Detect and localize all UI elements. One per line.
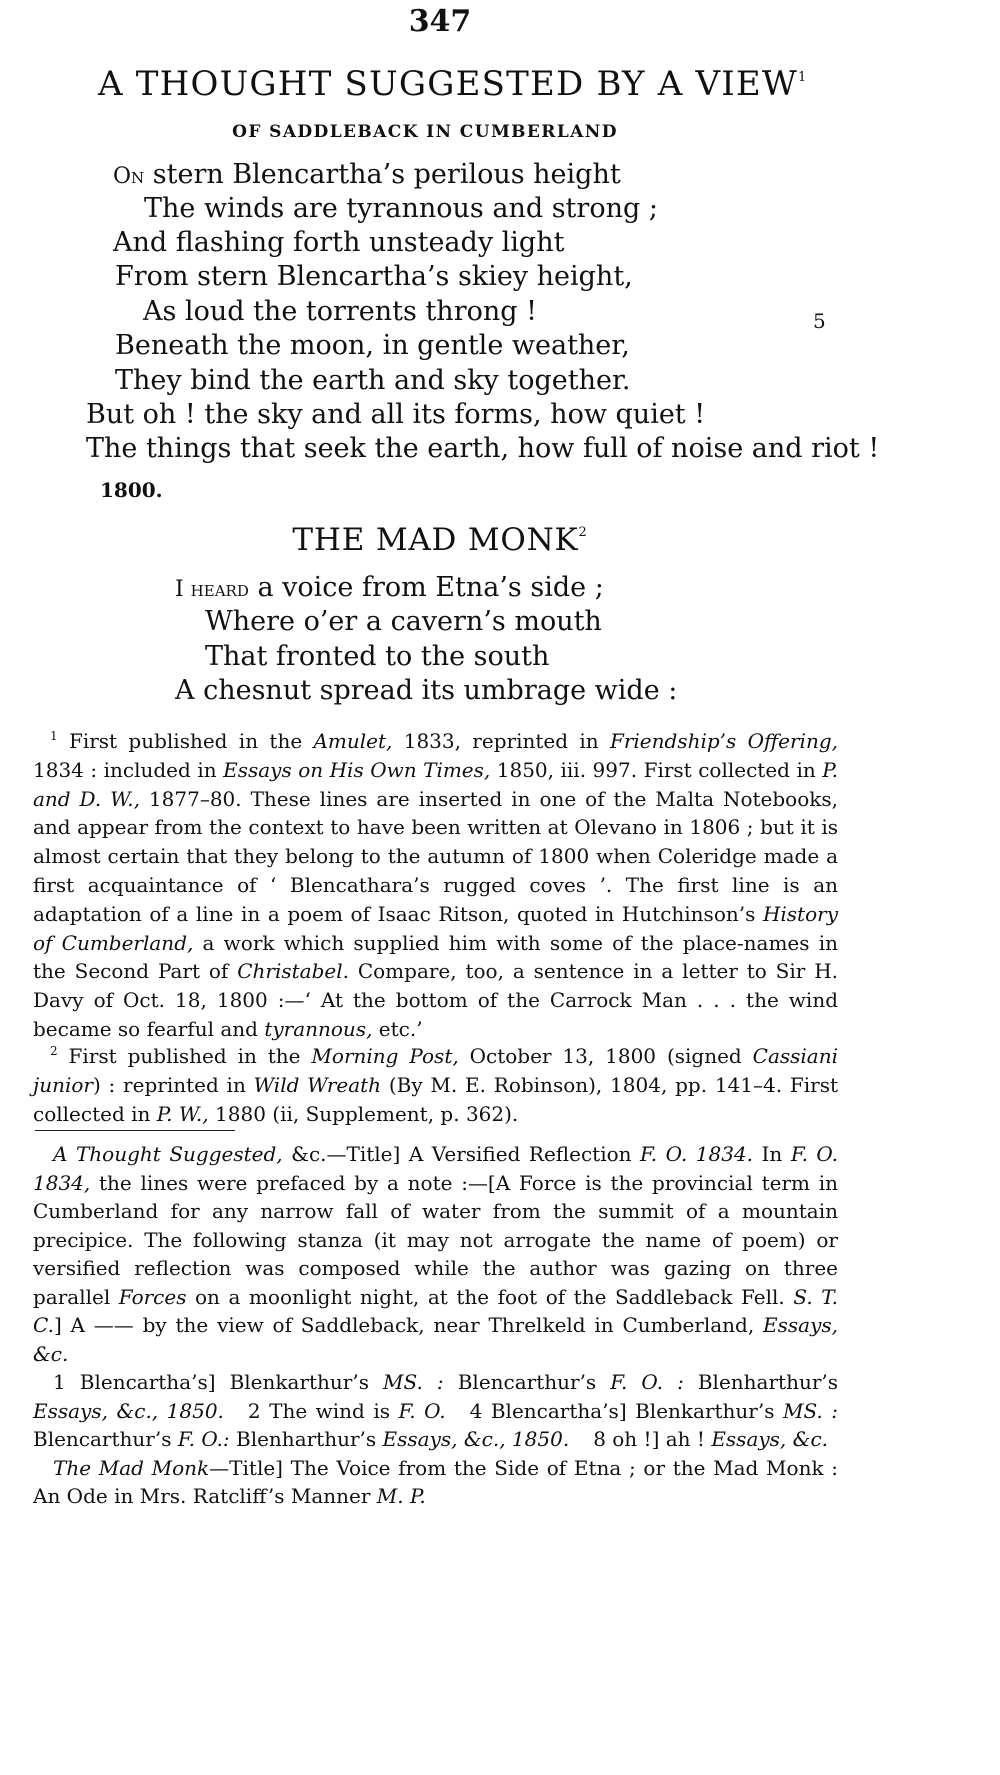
variant-note: 1 Blencartha’s] Blenkarthur’s MS. : Blencarthur’s F. O. : Blenharthur’s Essays, &c., 1850. 2 The wind is F. O. 4 Blencartha’s] Blenkarthur’s MS. : Blencarthur’s F. O.: Blenharthur’s Essays, &c., 1850. 8 oh !] ah ! Essays, &c. xyxy=(33,1370,839,1451)
page-number: 347 xyxy=(408,4,472,39)
poem2-title: THE MAD MONK$^2$ xyxy=(292,522,588,558)
poem1-title: A THOUGHT SUGGESTED BY A VIEW$^1$ xyxy=(98,64,808,104)
verse-line: Beneath the moon, in gentle weather, xyxy=(115,330,630,361)
footnote-2: $^2$ First published in the Morning Post, October 13, 1800 (signed Cassiani junior) : reprinted in Wild Wreath (By M. E. Robinson), 1804, pp. 141–4. First collected in P. W., 1880 (ii, Supplement, p. 362). xyxy=(33,1044,838,1126)
verse-line: The winds are tyrannous and strong ; xyxy=(144,193,658,224)
verse-line: They bind the earth and sky together. xyxy=(115,365,631,396)
poem1-date: 1800. xyxy=(100,478,163,502)
verse-line: I heard a voice from Etna’s side ; xyxy=(175,572,604,603)
verse-line: The things that seek the earth, how full of noise and riot ! xyxy=(86,433,880,464)
divider-rule xyxy=(35,1130,235,1131)
line-number: 5 xyxy=(813,309,826,333)
verse-line: A chesnut spread its umbrage wide : xyxy=(175,675,678,706)
verse-line: As loud the torrents throng ! xyxy=(143,296,537,327)
footnote-ref-2[interactable]: 2 xyxy=(578,525,588,540)
variant-note: A Thought Suggested, &c.—Title] A Versified Reflection F. O. 1834. In F. O. 1834, the lines were prefaced by a note :—[A Force is the provincial term in Cumberland for any narrow fall of water from the summit of a mountain precipice. The following stanza (it may not arrogate the name of poem) or versified reflection was composed while the author was gazing on three parallel Forces on a moonlight night, at the foot of the Saddleback Fell. S. T. C.] A —— by the view of Saddleback, near Threlkeld in Cumberland, Essays, &c. xyxy=(33,1142,839,1366)
verse-line: From stern Blencartha’s skiey height, xyxy=(115,261,633,292)
verse-line: That fronted to the south xyxy=(205,641,550,672)
footnote-1: $^1$ First published in the Amulet, 1833, reprinted in Friendship’s Offering, 1834 : included in Essays on His Own Times, 1850, iii. 997. First collected in P. and D. W., 1877–80. These lines are inserted in one of the Malta Notebooks, and appear from the context to have been written at Olevano in 1806 ; but it is almost certain that they belong to the autumn of 1800 when Coleridge made a first acquaintance of ‘ Blencathara’s rugged coves ’. The first line is an adaptation of a line in a poem of Isaac Ritson, quoted in Hutchinson’s History of Cumberland, a work which supplied him with some of the place-names in the Second Part of Christabel. Compare, too, a sentence in a letter to Sir H. Davy of Oct. 18, 1800 :—‘ At the bottom of the Carrock Man . . . the wind became so fearful and tyrannous, etc.’ xyxy=(33,729,839,1041)
verse-line: On stern Blencartha’s perilous height xyxy=(113,159,621,190)
verse-line: And flashing forth unsteady light xyxy=(113,227,565,258)
poem1-subtitle: OF SADDLEBACK IN CUMBERLAND xyxy=(232,122,618,142)
textual-variants xyxy=(33,1140,838,1511)
verse-line: But oh ! the sky and all its forms, how quiet ! xyxy=(86,399,706,430)
footnote-ref-1[interactable]: 1 xyxy=(798,70,808,85)
variant-note: The Mad Monk—Title] The Voice from the Side of Etna ; or the Mad Monk : An Ode in Mrs. Ratcliff’s Manner M. P. xyxy=(33,1455,838,1508)
verse-line: Where o’er a cavern’s mouth xyxy=(205,606,602,637)
